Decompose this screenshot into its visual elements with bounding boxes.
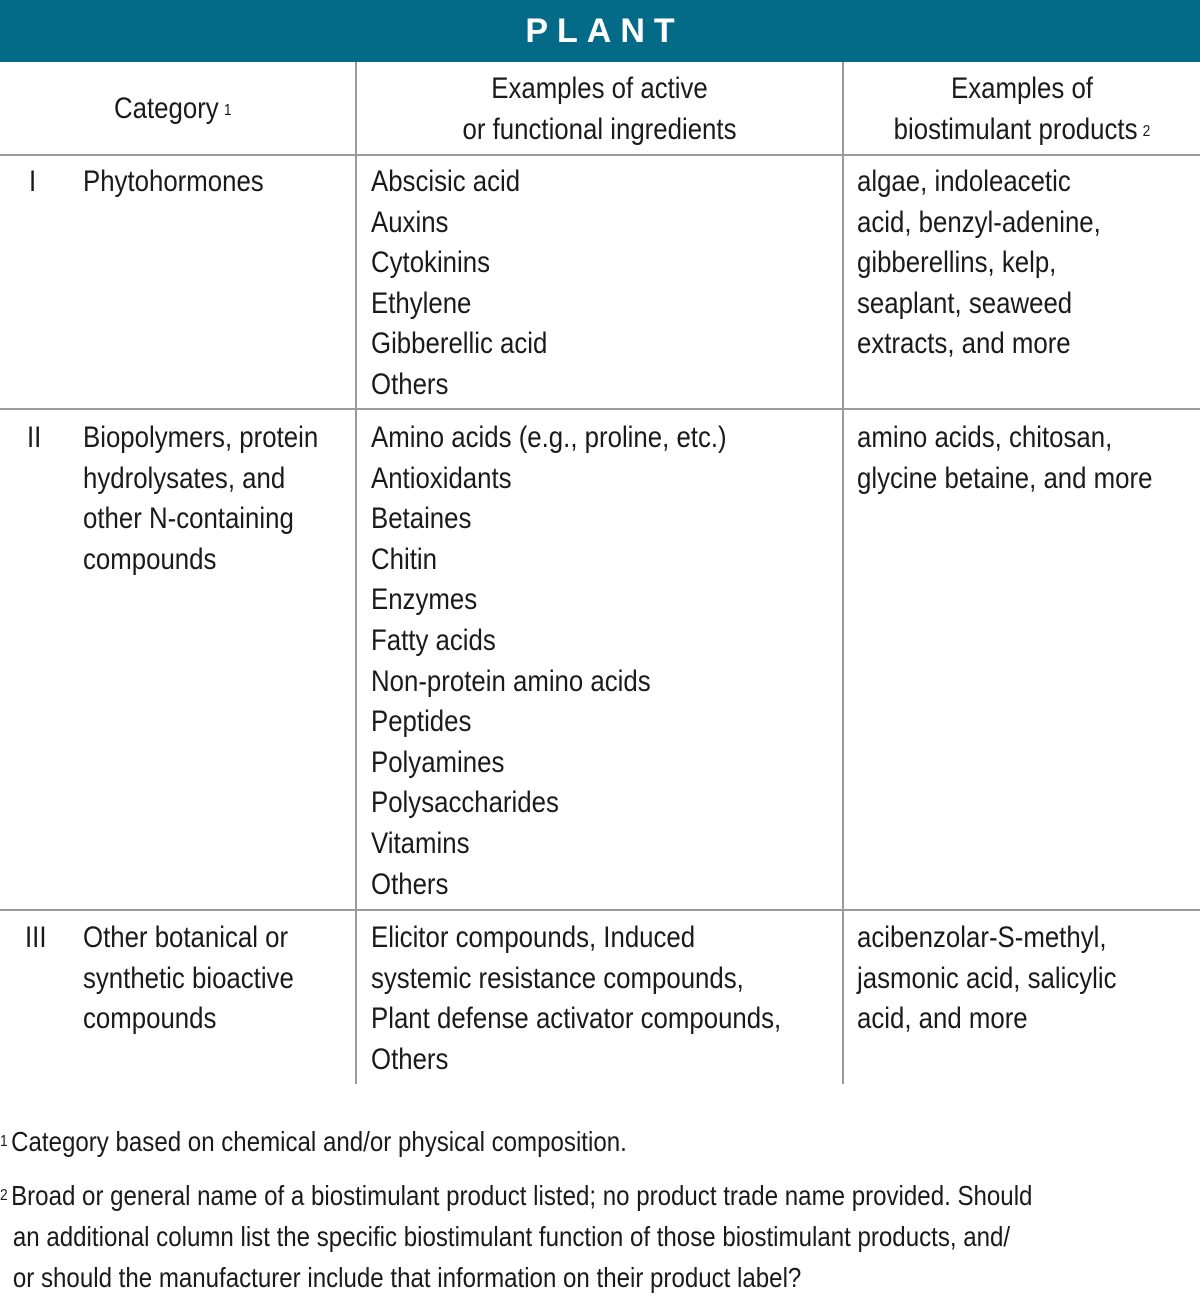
list-item: Non-protein amino acids: [371, 664, 651, 698]
list-item: Elicitor compounds, Induced: [371, 921, 696, 954]
header-category: [114, 89, 232, 130]
list-item: Vitamins: [371, 826, 470, 860]
row-1-category-line: Phytohormones: [83, 165, 264, 198]
list-item: Enzymes: [371, 583, 478, 617]
row-1-products: [857, 162, 1101, 365]
header-products-line2-wrap: [869, 110, 1175, 151]
list-item: systemic resistance compounds,: [371, 961, 744, 995]
header-products: [844, 69, 1200, 150]
row-1-ingredients: [371, 162, 547, 406]
footnote-2-line2: an additional column list the specific biostimulant function of those biostimulant products, and/: [12, 1221, 1011, 1252]
row-3-ingredients: [371, 918, 781, 1080]
header-products-line1: Examples of: [951, 72, 1093, 105]
row-1-category: [83, 162, 264, 203]
list-item: jasmonic acid, salicylic: [857, 961, 1117, 995]
list-item: extracts, and more: [857, 327, 1071, 361]
list-item: Gibberellic acid: [371, 327, 548, 361]
footnote-2-line1: Broad or general name of a biostimulant product listed; no product trade name provided. Should: [11, 1180, 1033, 1211]
category-line: other N-containing: [83, 502, 294, 536]
list-item: Betaines: [371, 502, 472, 536]
row-1-number: I: [29, 165, 37, 198]
category-line: synthetic bioactive: [83, 961, 294, 995]
row-2-number: II: [27, 421, 42, 454]
footnote-1-text: Category based on chemical and/or physical composition.: [11, 1126, 627, 1157]
list-item: Polysaccharides: [371, 786, 559, 820]
list-item: Ethylene: [371, 286, 472, 320]
list-item: Chitin: [371, 542, 437, 576]
row-3-number: III: [25, 921, 47, 954]
list-item: algae, indoleacetic: [857, 165, 1071, 198]
footnote-2-mark: 2: [0, 1187, 8, 1204]
banner-title: PLANT: [525, 11, 684, 50]
row-2-category: [83, 418, 318, 580]
list-item: Abscisic acid: [371, 165, 521, 198]
list-item: glycine betaine, and more: [857, 461, 1153, 495]
header-ingredients-line2: or functional ingredients: [462, 112, 737, 146]
list-item: acid, and more: [857, 1002, 1028, 1036]
list-item: Cytokinins: [371, 246, 491, 280]
list-item: acid, benzyl-adenine,: [857, 205, 1101, 239]
row-3-category: [83, 918, 294, 1040]
category-line: compounds: [83, 1002, 217, 1036]
list-item: seaplant, seaweed: [857, 286, 1073, 320]
category-line: Biopolymers, protein: [83, 421, 319, 454]
column-divider-1: [355, 62, 357, 1084]
row-2-ingredients: [371, 418, 727, 905]
list-item: Plant defense activator compounds,: [371, 1002, 782, 1036]
header-category-note: 1: [223, 102, 232, 119]
column-divider-2: [842, 62, 844, 1084]
category-line: Other botanical or: [83, 921, 289, 954]
list-item: amino acids, chitosan,: [857, 421, 1113, 454]
table-banner: [0, 0, 1200, 62]
header-divider: [0, 154, 1200, 156]
header-ingredients: [357, 69, 842, 150]
header-products-line2: biostimulant products: [893, 112, 1138, 146]
footnote-1: [0, 1121, 627, 1162]
footnote-2: [0, 1175, 1032, 1295]
list-item: Amino acids (e.g., proline, etc.): [371, 421, 727, 454]
list-item: Others: [371, 367, 449, 401]
list-item: Others: [371, 1042, 449, 1076]
row-divider-1: [0, 408, 1200, 410]
list-item: acibenzolar-S-methyl,: [857, 921, 1107, 954]
header-products-note: 2: [1142, 122, 1151, 140]
row-3-products: [857, 918, 1117, 1040]
category-line: compounds: [83, 542, 217, 576]
list-item: Fatty acids: [371, 623, 496, 657]
list-item: Auxins: [371, 205, 449, 239]
category-line: hydrolysates, and: [83, 461, 286, 495]
list-item: Peptides: [371, 705, 472, 739]
footnote-2-line1-wrap: [0, 1175, 1032, 1216]
row-divider-2: [0, 909, 1200, 911]
list-item: Others: [371, 867, 449, 901]
list-item: Polyamines: [371, 745, 505, 779]
header-ingredients-line1: Examples of active: [491, 72, 708, 105]
list-item: gibberellins, kelp,: [857, 246, 1057, 280]
header-category-label: Category: [114, 92, 219, 125]
footnote-2-line3: or should the manufacturer include that information on their product label?: [12, 1262, 802, 1293]
footnote-1-mark: 1: [0, 1133, 8, 1150]
list-item: Antioxidants: [371, 461, 512, 495]
row-2-products: [857, 418, 1152, 499]
